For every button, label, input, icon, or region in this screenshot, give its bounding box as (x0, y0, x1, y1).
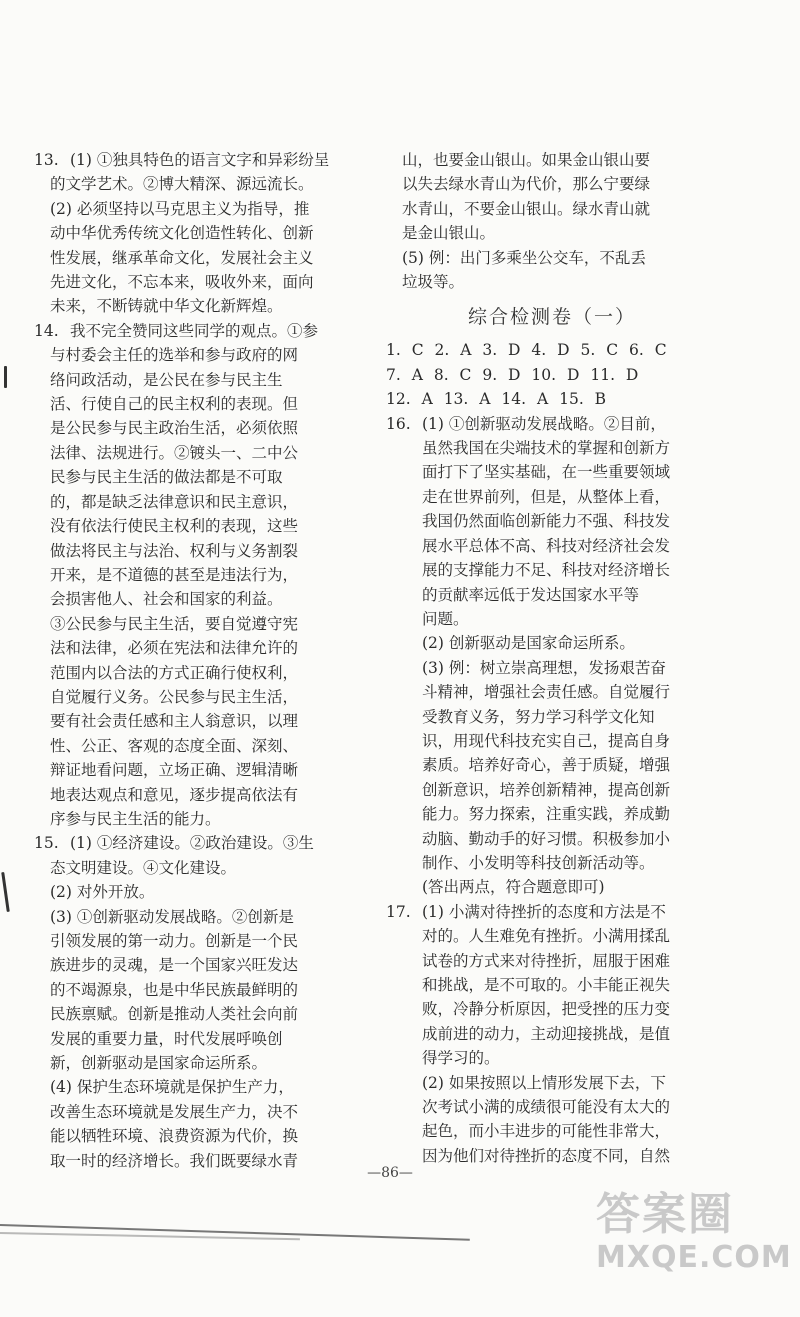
question-number: 13. (34, 151, 59, 169)
text-line: 我国仍然面临创新能力不强、科技发 (422, 512, 671, 531)
text-line: 以失去绿水青山为代价，那么宁要绿 (402, 175, 651, 194)
text-line: 是金山银山。 (402, 224, 496, 243)
text-line: (4) 保护生态环境就是保护生产力， (50, 1078, 294, 1097)
text-line: 民族禀赋。创新是推动人类社会向前 (50, 1005, 299, 1024)
text-line: 面打下了坚实基础，在一些重要领域 (422, 463, 671, 482)
text-line: 能以牺牲环境、浪费资源为代价，换 (50, 1127, 299, 1146)
text-line: 性、公正、客观的态度全面、深刻、 (50, 736, 299, 755)
text-line: (1) ①创新驱动发展战略。②目前， (422, 414, 666, 433)
text-line: 素质。培养好奇心，善于质疑，增强 (422, 756, 671, 775)
text-line: 发展的重要力量，时代发展呼唤创 (50, 1029, 283, 1048)
watermark-text-en: MXQE.COM (596, 1240, 792, 1275)
text-line: 未来，不断铸就中华文化新辉煌。 (50, 297, 283, 316)
text-line: 的文学艺术。②博大精深、源远流长。 (50, 175, 314, 194)
text-line: 族进步的灵魂，是一个国家兴旺发达 (50, 956, 299, 975)
watermark-logo (596, 1189, 792, 1289)
question-17 (386, 900, 702, 1168)
text-line: (5) 例：出门多乘坐公交车，不乱丢 (402, 248, 646, 267)
text-line: ③公民参与民主生活，要自觉遵守宪 (50, 614, 299, 633)
text-line: 新，创新驱动是国家命运所系。 (50, 1054, 268, 1073)
text-line: (3) ①创新驱动发展战略。②创新是 (50, 907, 294, 926)
question-15 (34, 831, 386, 1173)
text-line: 的贡献率远低于发达国家水平等 (422, 585, 640, 604)
scan-margin-mark-bottom (1, 872, 10, 912)
text-line: 地表达观点和意见，逐步提高依法有 (50, 785, 299, 804)
text-line: 的不竭源泉，也是中华民族最鲜明的 (50, 980, 299, 999)
text-line: 因为他们对待挫折的态度不同，自然 (422, 1146, 671, 1165)
text-line: 得学习的。 (422, 1049, 500, 1068)
right-column (386, 148, 702, 1168)
text-line: 会损害他人、社会和国家的利益。 (50, 590, 283, 609)
section-title: 综合检测卷（一） (467, 306, 636, 329)
text-line: 次考试小满的成绩很可能没有太大的 (422, 1098, 671, 1117)
text-line: 起色，而小丰进步的可能性非常大， (422, 1122, 671, 1141)
question-16 (386, 412, 702, 900)
text-line: (1) ①经济建设。②政治建设。③生 (70, 834, 314, 853)
text-line: 范围内以合法的方式正确行使权利， (50, 663, 299, 682)
scan-margin-mark-top (4, 366, 7, 388)
text-line: 做法将民主与法治、权利与义务割裂 (50, 541, 299, 560)
question-number: 17. (386, 902, 411, 921)
text-line: 动中华优秀传统文化创造性转化、创新 (50, 224, 314, 243)
watermark-text-cn: 答案圈 (596, 1189, 734, 1240)
text-line: 动脑、勤动手的好习惯。积极参加小 (422, 829, 671, 848)
text-line: 败，冷静分析原因，把受挫的压力变 (422, 1000, 671, 1019)
text-line: 辩证地看问题，立场正确、逻辑清晰 (50, 761, 299, 780)
text-line: 序参与民主生活的能力。 (50, 809, 221, 828)
continued-answer (402, 148, 702, 294)
text-line: 与村委会主任的选举和参与政府的网 (50, 346, 299, 365)
text-line: 先进文化，不忘本来，吸收外来，面向 (50, 273, 314, 292)
text-line: 法和法律，必须在宪法和法律允许的 (50, 639, 299, 658)
text-line: 没有依法行使民主权利的表现，这些 (50, 517, 299, 536)
text-line: (1) ①独具特色的语言文字和异彩纷呈 (70, 151, 330, 169)
answer-line: 1. C 2. A 3. D 4. D 5. C 6. C (386, 341, 667, 360)
text-line: (1) 小满对待挫折的态度和方法是不 (422, 902, 666, 921)
text-line: 法律、法规进行。②镀头一、二中公 (50, 443, 299, 462)
text-line: 能力。努力探索，注重实践，养成勤 (422, 805, 671, 824)
text-line: 问题。 (422, 609, 469, 628)
answer-line: 12. A 13. A 14. A 15. B (386, 390, 607, 409)
text-line: 态文明建设。④文化建设。 (50, 858, 237, 877)
answer-line: 7. A 8. C 9. D 10. D 11. D (386, 365, 639, 384)
question-number: 15. (34, 834, 59, 853)
page-number: —86— (367, 1165, 413, 1181)
text-line: (2) 如果按照以上情形发展下去，下 (422, 1073, 666, 1092)
text-line: 识，用现代科技充实自己，提高自身 (422, 731, 671, 750)
text-line: (2) 对外开放。 (50, 883, 155, 902)
text-line: (2) 创新驱动是国家命运所系。 (422, 634, 635, 653)
text-line: 性发展，继承革命文化，发展社会主义 (50, 248, 314, 267)
text-line: 我不完全赞同这些同学的观点。①参 (70, 321, 319, 340)
text-line: 受教育义务，努力学习科学文化知 (422, 707, 655, 726)
text-line: 开来，是不道德的甚至是违法行为， (50, 565, 299, 584)
text-line: (答出两点，符合题意即可) (422, 878, 605, 897)
text-line: 引领发展的第一动力。创新是一个民 (50, 932, 299, 950)
text-line: 展的支撑能力不足、科技对经济增长 (422, 561, 671, 580)
text-line: 试卷的方式来对待挫折，屈服于困难 (422, 951, 671, 970)
question-number: 16. (386, 414, 411, 433)
text-line: 和挑战，是不可取的。小丰能正视失 (422, 976, 671, 994)
multiple-choice-answers (386, 338, 702, 411)
question-number: 14. (34, 321, 59, 340)
text-line: 络问政活动，是公民在参与民主生 (50, 370, 283, 389)
text-line: 走在世界前列，但是，从整体上看， (422, 487, 671, 506)
text-line: 取一时的经济增长。我们既要绿水青 (50, 1151, 299, 1170)
text-line: 水青山，不要金山银山。绿水青山就 (402, 199, 651, 218)
text-line: 创新意识，培养创新精神，提高创新 (422, 780, 671, 799)
text-line: 斗精神，增强社会责任感。自觉履行 (422, 683, 671, 702)
text-line: 成前进的动力，主动迎接挑战，是值 (422, 1024, 671, 1043)
text-line: 自觉履行义务。公民参与民主生活， (50, 687, 299, 706)
text-line: 垃圾等。 (402, 273, 465, 292)
question-14 (34, 319, 386, 832)
text-line: 山，也要金山银山。如果金山银山要 (402, 151, 651, 169)
text-line: 虽然我国在尖端技术的掌握和创新方 (422, 439, 671, 458)
text-line: 要有社会责任感和主人翁意识，以理 (50, 712, 299, 731)
text-line: 是公民参与民主政治生活，必须依照 (50, 419, 299, 438)
left-column (34, 148, 386, 1173)
text-line: 的，都是缺乏法律意识和民主意识， (50, 492, 299, 511)
question-13 (34, 148, 386, 319)
text-line: 制作、小发明等科技创新活动等。 (422, 853, 655, 872)
text-line: 改善生态环境就是发展生产力，决不 (50, 1102, 299, 1121)
text-line: 民参与民主生活的做法都是不可取 (50, 468, 283, 487)
text-line: 展水平总体不高、科技对经济社会发 (422, 536, 671, 555)
text-line: (3) 例：树立崇高理想，发扬艰苦奋 (422, 658, 666, 677)
text-line: 活、行使自己的民主权利的表现。但 (50, 395, 299, 414)
text-line: 对的。人生难免有挫折。小满用揉乱 (422, 927, 671, 946)
text-line: (2) 必须坚持以马克思主义为指导，推 (50, 199, 310, 218)
